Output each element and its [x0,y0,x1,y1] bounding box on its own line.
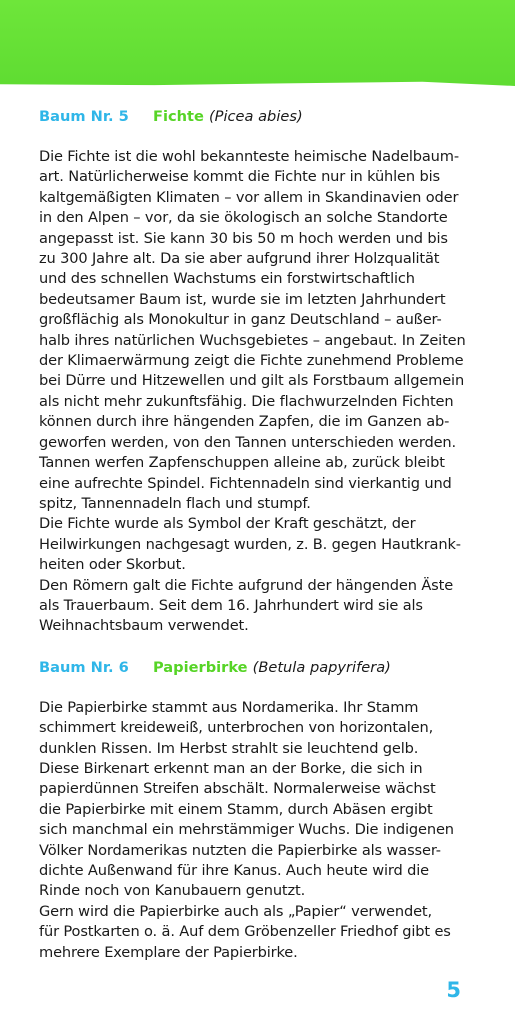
text-line: bedeutsamer Baum ist, wurde sie im letzten Jahrhundert [39,290,446,308]
section-spacer [39,637,479,657]
page-content [39,106,479,963]
tree-name: Papierbirke [153,658,248,676]
text-line: als Trauerbaum. Seit dem 16. Jahrhundert wird sie als [39,596,423,614]
tree-number: Baum Nr. 5 [39,108,129,125]
text-line: Die Fichte wurde als Symbol der Kraft geschätzt, der [39,515,416,533]
text-line: in den Alpen – vor, da sie ökologisch an solche Standorte [39,209,448,227]
text-line: Den Römern galt die Fichte aufgrund der hängenden Äste [39,576,454,594]
text-line: dunklen Rissen. Im Herbst strahlt sie leuchtend gelb. [39,739,419,757]
text-line: halb ihres natürlichen Wuchsgebietes – angebaut. In Zeiten [39,331,466,349]
text-line: papierdünnen Streifen abschält. Normalerweise wächst [39,780,436,798]
text-line: kaltgemäßigten Klimaten – vor allem in Skandinavien oder [39,188,459,206]
tree-section-fichte [39,106,479,637]
text-line: heiten oder Skorbut. [39,556,186,574]
tree-description [39,698,479,963]
text-line: zu 300 Jahre alt. Da sie aber aufgrund ihrer Holzqualität [39,250,440,268]
tree-latin-name: (Betula papyrifera) [252,658,391,676]
text-line: angepasst ist. Sie kann 30 bis 50 m hoch werden und bis [39,229,448,247]
text-line: mehrere Exemplare der Papierbirke. [39,943,298,961]
tree-description [39,147,479,637]
text-line: und des schnellen Wachstums ein forstwirtschaftlich [39,270,415,288]
text-line: art. Natürlicherweise kommt die Fichte nur in kühlen bis [39,168,440,186]
text-line: dichte Außenwand für ihre Kanus. Auch heute wird die [39,862,429,879]
text-line: großflächig als Monokultur in ganz Deutschland – außer- [39,311,442,329]
text-line: Gern wird die Papierbirke auch als „Papier“ verwendet, [39,902,432,920]
text-line: Weihnachtsbaum verwendet. [39,617,249,635]
text-line: sich manchmal ein mehrstämmiger Wuchs. Die indigenen [39,821,454,839]
text-line: für Postkarten o. ä. Auf dem Gröbenzeller Friedhof gibt es [39,923,451,941]
text-line: geworfen werden, von den Tannen unterschieden werden. [39,433,457,451]
text-line: Rinde noch von Kanubauern genutzt. [39,882,306,900]
text-line: Heilwirkungen nachgesagt wurden, z. B. gegen Hautkrank- [39,535,461,553]
tree-heading [39,657,479,679]
text-line: können durch ihre hängenden Zapfen, die im Ganzen ab- [39,413,450,431]
text-line: eine aufrechte Spindel. Fichtennadeln sind vierkantig und [39,474,452,492]
top-green-band [0,0,515,86]
text-line: schimmert kreideweiß, unterbrochen von horizontalen, [39,719,434,737]
tree-number: Baum Nr. 6 [39,658,129,676]
text-line: als nicht mehr zukunftsfähig. Die flachwurzelnden Fichten [39,392,454,410]
text-line: der Klimaerwärmung zeigt die Fichte zunehmend Probleme [39,352,464,370]
tree-section-papierbirke [39,657,479,963]
text-line: Die Papierbirke stammt aus Nordamerika. Ihr Stamm [39,698,419,716]
tree-heading [39,106,479,128]
tree-latin-name: (Picea abies) [208,108,303,125]
text-line: die Papierbirke mit einem Stamm, durch Abäsen ergibt [39,800,433,818]
text-line: Völker Nordamerikas nutzten die Papierbirke als wasser- [39,841,441,859]
text-line: Diese Birkenart erkennt man an der Borke, die sich in [39,759,423,777]
text-line: spitz, Tannennadeln flach und stumpf. [39,494,311,512]
text-line: Die Fichte ist die wohl bekannteste heimische Nadelbaum- [39,148,459,165]
text-line: Tannen werfen Zapfenschuppen alleine ab, zurück bleibt [39,454,445,472]
tree-name: Fichte [153,108,204,125]
page-number: 5 [446,978,461,1002]
text-line: bei Dürre und Hitzewellen und gilt als Forstbaum allgemein [39,372,465,390]
